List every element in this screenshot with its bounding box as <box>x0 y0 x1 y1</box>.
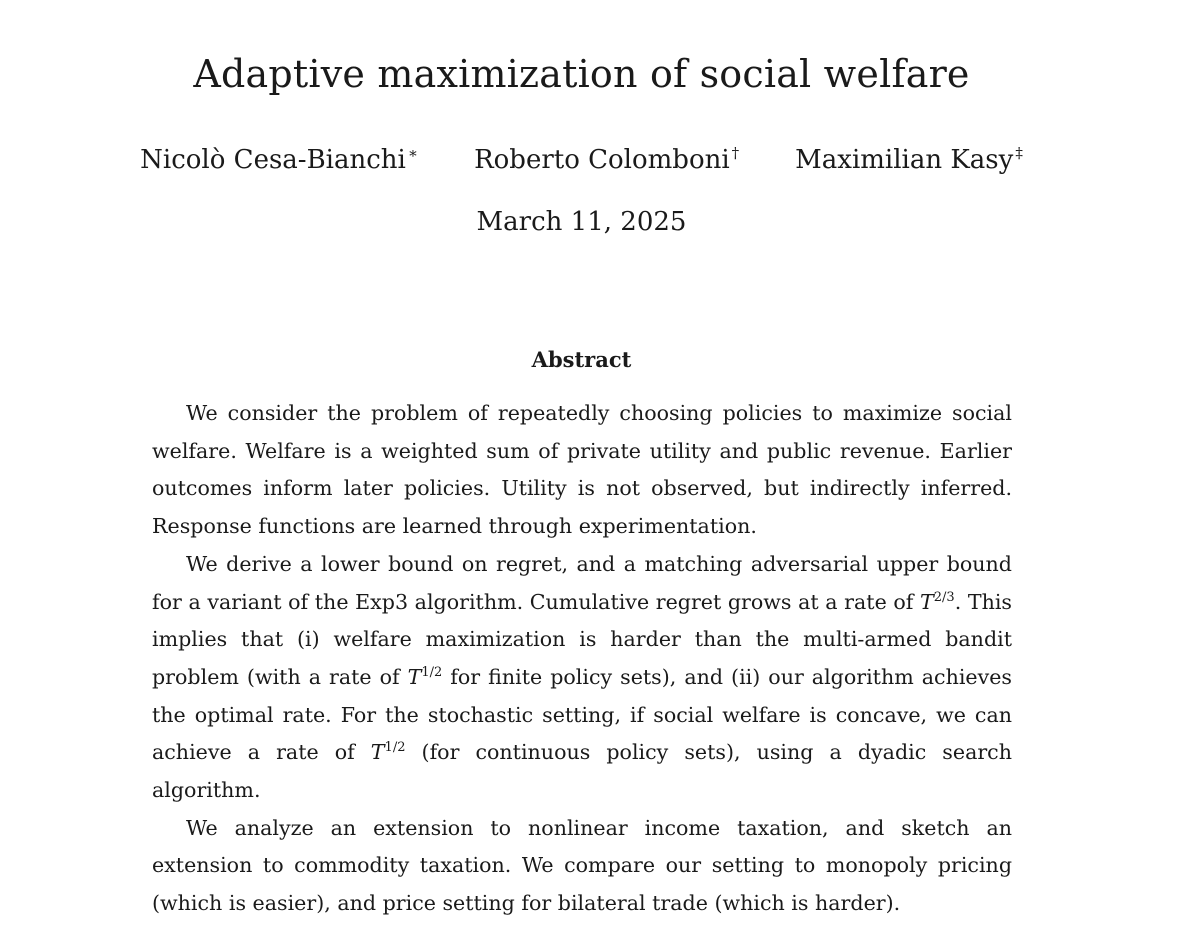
author-kasy <box>795 140 1023 180</box>
paper-title: Adaptive maximization of social welfare <box>193 52 970 96</box>
author-footnote-mark: ∗ <box>407 144 419 163</box>
paper-date: March 11, 2025 <box>476 207 687 237</box>
abstract-text: (for continuous policy sets), using a dyadic search algorithm. <box>152 740 1012 803</box>
abstract-body <box>152 395 1012 923</box>
abstract-text: for finite policy sets), and (ii) our algorithm achieves the optimal rate. For the stochastic setting, if social welfare is concave, we can achieve a rate of <box>152 664 1012 765</box>
author-name: Maximilian Kasy <box>795 145 1014 175</box>
abstract-text: . This implies that (i) welfare maximization is harder than the multi-armed bandit problem (with a rate of <box>152 589 1013 689</box>
abstract-text: We derive a lower bound on regret, and a matching adversarial upper bound for a variant of the Exp3 algorithm. Cumulative regret grows at a rate of <box>152 551 1012 614</box>
author-colomboni <box>474 140 739 180</box>
author-footnote-mark: ‡ <box>1015 144 1023 163</box>
math-exponent: 1/2 <box>421 665 443 681</box>
author-name: Roberto Colomboni <box>474 145 730 175</box>
abstract-paragraph-2 <box>152 546 1012 810</box>
math-exponent: 1/2 <box>384 740 406 756</box>
abstract-heading: Abstract <box>531 347 632 372</box>
math-exponent: 2/3 <box>933 589 955 605</box>
math-variable: T <box>407 664 422 689</box>
author-name: Nicolò Cesa-Bianchi <box>140 145 406 175</box>
math-variable: T <box>370 740 385 765</box>
abstract-paragraph-1: We consider the problem of repeatedly choosing policies to maximize social welfare. Welfare is a weighted sum of private utility and public revenue. Earlier outcomes inform later policies. Utility is not observed, but indirectly inferred. Response functions are learned through experimentation. <box>152 401 1012 539</box>
author-footnote-mark: † <box>731 144 740 163</box>
math-variable: T <box>920 589 934 614</box>
abstract-paragraph-3: We analyze an extension to nonlinear income taxation, and sketch an extension to commodity taxation. We compare our setting to monopoly pricing (which is easier), and price setting for bilateral trade (which is harder). <box>152 815 1012 916</box>
author-list <box>0 140 1163 180</box>
author-cesa-bianchi <box>140 140 418 180</box>
